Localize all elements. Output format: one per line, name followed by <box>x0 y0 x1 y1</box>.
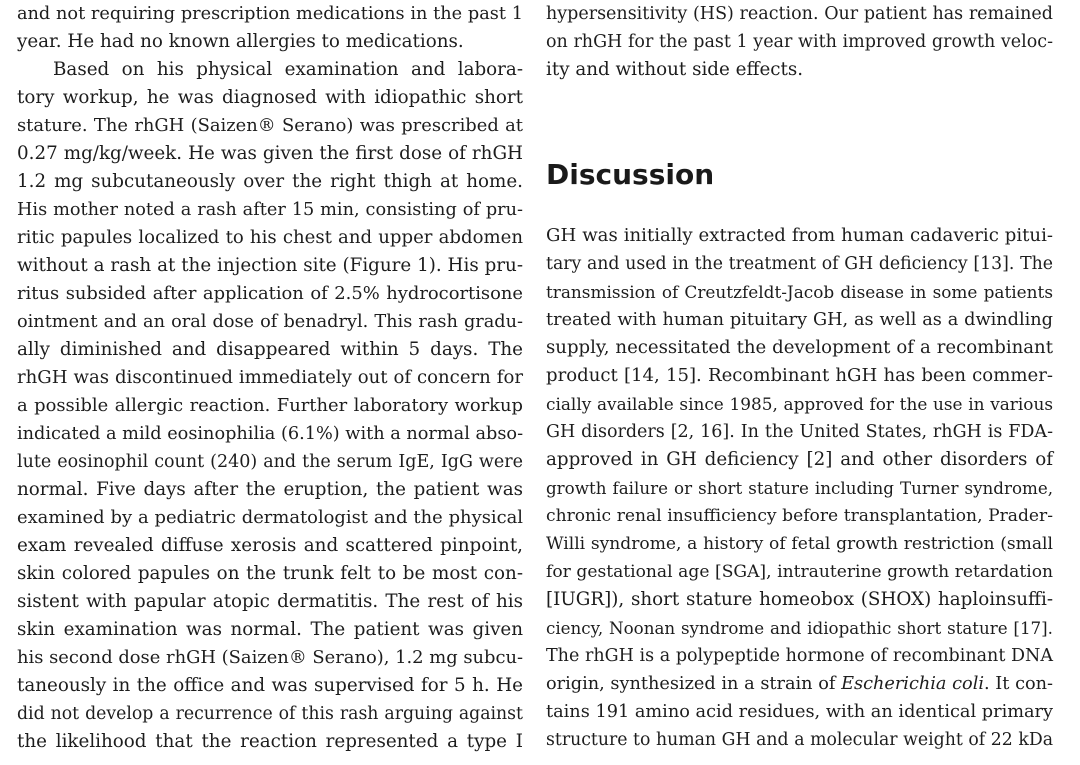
text-line: GH was initially extracted from human cadaveric pitui- <box>546 225 1053 246</box>
text-line: normal. Five days after the eruption, the patient was <box>17 479 523 500</box>
text-line: indicated a mild eosinophilia (6.1%) with a normal abso- <box>17 424 524 444</box>
paragraph-start-line: Based on his physical examination and labora- <box>53 59 523 80</box>
text-line: ritic papules localized to his chest and upper abdomen <box>17 227 523 248</box>
text-line: The rhGH is a polypeptide hormone of recombinant DNA <box>546 646 1053 666</box>
text-line: treated with human pituitary GH, as well as a dwindling <box>546 310 1053 330</box>
text-line: 0.27 mg/kg/week. He was given the first dose of rhGH <box>17 143 523 164</box>
text-line: the likelihood that the reaction represented a type I <box>17 731 523 752</box>
text-line: 1.2 mg subcutaneously over the right thigh at home. <box>17 171 523 192</box>
text-line: for gestational age [SGA], intrauterine growth retardation <box>546 562 1053 582</box>
text-line: supply, necessitated the development of a recombinant <box>546 337 1053 358</box>
section-heading: Discussion <box>546 158 715 191</box>
text-line: skin examination was normal. The patient was given <box>17 619 523 640</box>
text-line: [IUGR]), short stature homeobox (SHOX) haploinsuffi- <box>546 589 1053 610</box>
text-line: tary and used in the treatment of GH deficiency [13]. The <box>546 254 1053 274</box>
text-line: a possible allergic reaction. Further laboratory workup <box>17 395 523 416</box>
text-line: skin colored papules on the trunk felt to be most con- <box>17 563 523 584</box>
text-line: hypersensitivity (HS) reaction. Our patient has remained <box>546 4 1053 24</box>
text-line: and not requiring prescription medications in the past 1 <box>17 4 523 24</box>
text-line: ity and without side effects. <box>546 59 804 80</box>
text-line: structure to human GH and a molecular weight of 22 kDa <box>546 730 1053 750</box>
text-line: stature. The rhGH (Saizen® Serano) was prescribed at <box>17 115 523 136</box>
text-line: ally diminished and disappeared within 5 days. The <box>17 339 523 360</box>
text-line: cially available since 1985, approved for the use in various <box>546 394 1053 414</box>
text-line: Willi syndrome, a history of fetal growth restriction (small <box>546 534 1053 554</box>
text-line: without a rash at the injection site (Figure 1). His pru- <box>17 255 523 276</box>
text-line: tory workup, he was diagnosed with idiopathic short <box>17 87 523 108</box>
text-line: His mother noted a rash after 15 min, consisting of pru- <box>17 200 523 220</box>
text-line: examined by a pediatric dermatologist and the physical <box>17 507 523 528</box>
text-line: his second dose rhGH (Saizen® Serano), 1.2 mg subcu- <box>17 647 524 668</box>
text-line: year. He had no known allergies to medications. <box>17 31 464 52</box>
text-line: GH disorders [2, 16]. In the United States, rhGH is FDA- <box>546 422 1053 442</box>
text-line: did not develop a recurrence of this rash arguing against <box>17 704 523 724</box>
text-span: origin, synthesized in a strain of <box>546 674 842 694</box>
text-line: product [14, 15]. Recombinant hGH has been commer- <box>546 365 1053 386</box>
text-line: taneously in the office and was supervised for 5 h. He <box>17 675 523 696</box>
text-line: chronic renal insufficiency before transplantation, Prader- <box>546 506 1053 526</box>
text-line: ciency, Noonan syndrome and idiopathic short stature [17]. <box>546 618 1053 638</box>
text-line: growth failure or short stature including Turner syndrome, <box>546 478 1053 498</box>
text-line: ritus subsided after application of 2.5% hydrocortisone <box>17 283 523 304</box>
text-line: exam revealed diffuse xerosis and scattered pinpoint, <box>17 535 523 556</box>
text-line: sistent with papular atopic dermatitis. The rest of his <box>17 591 523 612</box>
text-line: transmission of Creutzfeldt-Jacob disease in some patients <box>546 282 1053 302</box>
text-span: . It con- <box>984 674 1054 694</box>
italic-species-name: Escherichia coli <box>841 674 985 694</box>
text-line: ointment and an oral dose of benadryl. This rash gradu- <box>17 312 523 332</box>
text-line: rhGH was discontinued immediately out of concern for <box>17 367 523 388</box>
text-line: on rhGH for the past 1 year with improved growth veloc- <box>546 32 1053 52</box>
text-line: lute eosinophil count (240) and the serum IgE, IgG were <box>17 452 523 472</box>
text-line: approved in GH deficiency [2] and other disorders of <box>546 449 1053 470</box>
text-line: tains 191 amino acid residues, with an identical primary <box>546 702 1053 722</box>
text-line-with-italic <box>546 670 1053 698</box>
